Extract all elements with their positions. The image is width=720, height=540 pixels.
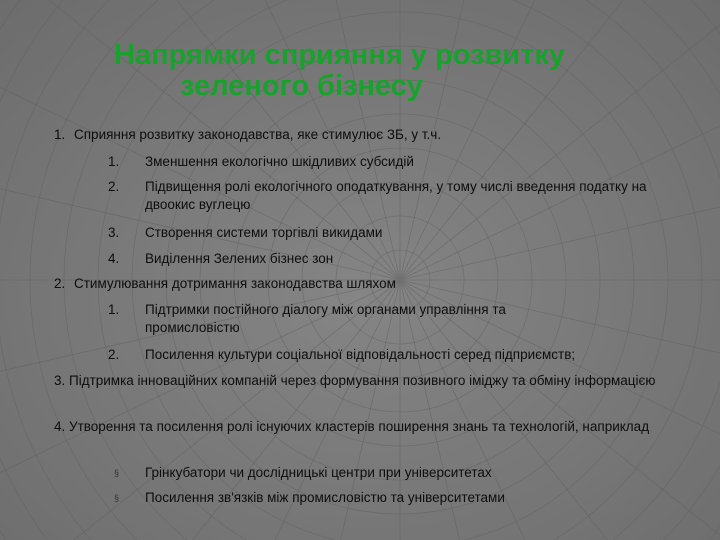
sub-item-number: 3. <box>108 225 120 240</box>
sub-item-number: 2. <box>108 347 120 362</box>
item-number: 3. <box>54 373 66 388</box>
item-text: Утворення та посилення ролі існуючих кластерів поширення знань та технологій, наприклад <box>69 419 650 434</box>
sub-item-number: 4. <box>108 251 120 266</box>
sub-item-number: 1. <box>108 302 120 317</box>
item-number: 2. <box>54 276 66 291</box>
bullet-icon: § <box>114 468 120 478</box>
item-text: Сприяння розвитку законодавства, яке стимулює ЗБ, у т.ч. <box>74 127 442 142</box>
sub-item-text: Посилення зв'язків між промисловістю та університетами <box>145 490 505 505</box>
title-line-1: Напрямки сприяння у розвитку <box>114 39 565 71</box>
sub-item-number: 1. <box>108 154 120 169</box>
sub-item-text: Зменшення екологічно шкідливих субсидій <box>145 154 414 169</box>
sub-item-text: Створення системи торгівлі викидами <box>145 225 383 240</box>
item-number: 4. <box>54 419 66 434</box>
title-line-2: зеленого бізнесу <box>180 70 423 102</box>
item-text: Стимулювання дотримання законодавства шляхом <box>74 276 396 291</box>
sub-item-text: Виділення Зелених бізнес зон <box>145 251 334 266</box>
sub-item-text: Посилення культури соціальної відповідальності серед підприємств; <box>145 347 576 362</box>
sub-item-text: Грінкубатори чи дослідницькі центри при університетах <box>145 465 492 480</box>
sub-item-text: Підвищення ролі екологічного оподаткування, у тому числі введення податку на двоокис вуглецю <box>145 179 647 212</box>
item-text: Підтримка інноваційних компаній через формування позивного іміджу та обміну інформацією <box>69 373 656 388</box>
sub-item-text: Підтримки постійного діалогу між органами управління та промисловістю <box>145 302 506 335</box>
item-number: 1. <box>54 127 66 142</box>
sub-item-number: 2. <box>108 179 120 194</box>
bullet-icon: § <box>114 493 120 503</box>
